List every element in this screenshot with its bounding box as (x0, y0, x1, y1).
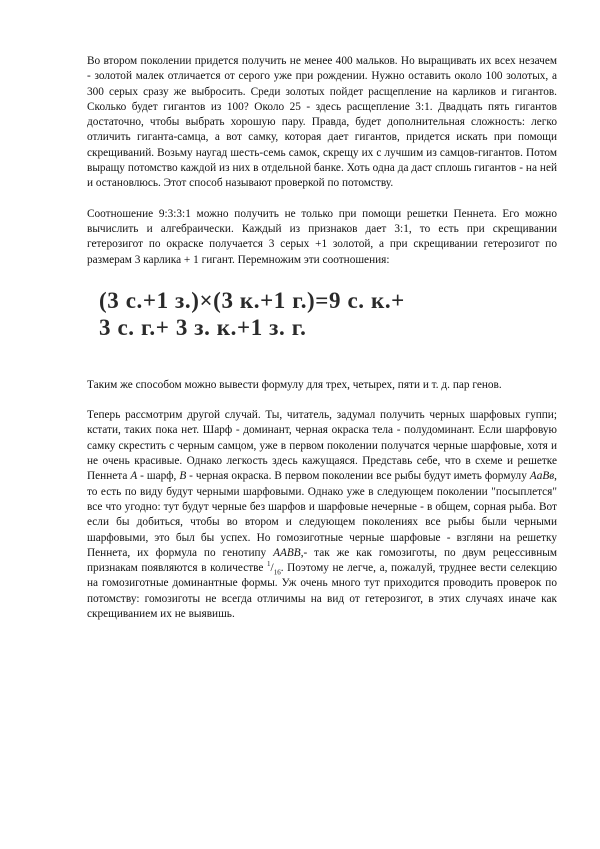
document-page (87, 54, 557, 622)
formula-gap (87, 341, 557, 378)
text-run: Теперь рассмотрим другой случай. Ты, читатель, задумал получить черных шарфовых гуппи; кстати, таких пока нет. Шарф - доминант, черная окраска тела - полудоминант. Если шарфовую самку скрестить с черным самцом, уже в первом поколении получатся черные шарфовые, хотя и не очень красивые. Однако легкость здесь кажущаяся. Представь себе, что в схеме и решетке Пеннета (87, 409, 557, 483)
genotype-aabv: AaBв (529, 470, 555, 483)
paragraph-black-scarf-guppy: Теперь рассмотрим другой случай. Ты, читатель, задумал получить черных шарфовых гуппи; кстати, таких пока нет. Шарф - доминант, черная окраска тела - полудоминант. Если шарфовую самку скрестить с черным самцом, уже в первом поколении получатся черные шарфовые, хотя и не очень красивые. Однако легкость здесь кажущаяся. Представь себе, что в схеме и решетке Пеннета A - шарф, B - черная окраска. В первом поколении все рыбы будут иметь формулу AaBв, то есть по виду будут черными шарфовыми. Однако уже в следующем поколении "посыплется" все что угодно: тут будут черные без шарфов и шарфовые нечерные - в общем, сорная рыба. Вот если бы добиться, чтобы во втором и следующем поколениях все рыбы были черными шарфовыми, это был бы успех. Но гомозиготные черные шарфовые - взгляни на решетку Пеннета, их формула по генотипу AABB,- так же как гомозиготы, по двум рецессивным признакам появляются в количестве $^1/_{16}$. Поэтому не легче, а, пожалуй, труднее вести селекцию на гомозиготные доминантные формы. Уж очень много тут приходится проводить проверок по потомству: гомозиготы не всегда отличимы на вид от гетерозигот, в этих случаях иначе как скрещиванием их не выявишь. (87, 409, 558, 621)
text-run: , то есть по виду будут черными шарфовыми. Однако уже в следующем поколении "посыплется" все что угодно: тут будут черные без шарфов и шарфовые нечерные - в общем, сорная рыба. Вот если бы добиться, чтобы во втором и следующем поколениях все рыбы были черными шарфовыми, это был бы успех. Но гомозиготные черные шарфовые - взгляни на решетку Пеннета, их формула по генотипу (87, 470, 557, 559)
genotype-aabb: AABB (273, 546, 301, 559)
gene-symbol-a: A (130, 470, 138, 483)
paragraph-ratio-algebra: Соотношение 9:3:3:1 можно получить не только при помощи решетки Пеннета. Его можно вычислить и алгебраически. Каждый из признаков дает 3:1, то есть при скрещивании гетерозигот по окраске получается 3 серых +1 золотой, а при скрещивании гетерозигот по размерам 3 карлика + 1 гигант. Перемножим эти соотношения: (87, 207, 557, 266)
fraction-denominator: 16 (273, 568, 281, 577)
gene-symbol-b: B (179, 470, 187, 483)
text-run: - шарф, (137, 470, 180, 483)
ratio-formula (99, 287, 557, 341)
paragraph-progeny-testing: Во втором поколении придется получить не менее 400 мальков. Но выращивать их всех незачем - золотой малек отличается от серого уже при рождении. Нужно оставить около 100 золотых, а 300 серых сразу же выбросить. Среди золотых пойдет расщепление на карликов и гигантов. Сколько будет гигантов из 100? Около 25 - здесь расщепление 3:1. Двадцать пять гигантов достаточно, чтобы выбрать хорошую пару. Правда, будет дополнительная сложность: легко отличить гиганта-самца, а вот самку, которая дает гигантов, придется искать при помощи скрещиваний. Возьму наугад шесть-семь самок, скрещу их с лучшим из самцов-гигантов. Потом выращу потомство каждой из них в отдельной банке. Хоть одна да даст сплошь гигантов - на ней и остановлюсь. Этот способ называют проверкой по потомству. (87, 55, 557, 190)
paragraph-more-genes: Таким же способом можно вывести формулу для трех, четырех, пяти и т. д. пар генов. (87, 378, 502, 391)
formula-line-1: (3 с.+1 з.)×(3 к.+1 г.)=9 с. к.+ (99, 287, 405, 313)
text-run: - черная окраска. В первом поколении все рыбы будут иметь формулу (186, 470, 530, 483)
paragraph-gap (87, 393, 557, 408)
text-run: ,- так же как гомозиготы, по двум рецессивным признакам появляются в количестве (87, 546, 557, 575)
fraction-numerator: 1 (267, 560, 271, 569)
formula-line-2: 3 с. г.+ 3 з. к.+1 з. г. (99, 314, 307, 340)
text-run: . Поэтому не легче, а, пожалуй, труднее вести селекцию на гомозиготные доминантные формы. Уж очень много тут приходится проводить проверок по потомству: гомозиготы не всегда отличимы на вид от гетерозигот, в этих случаях иначе как скрещиванием их не выявишь. (87, 562, 558, 621)
paragraph-gap (87, 192, 557, 207)
